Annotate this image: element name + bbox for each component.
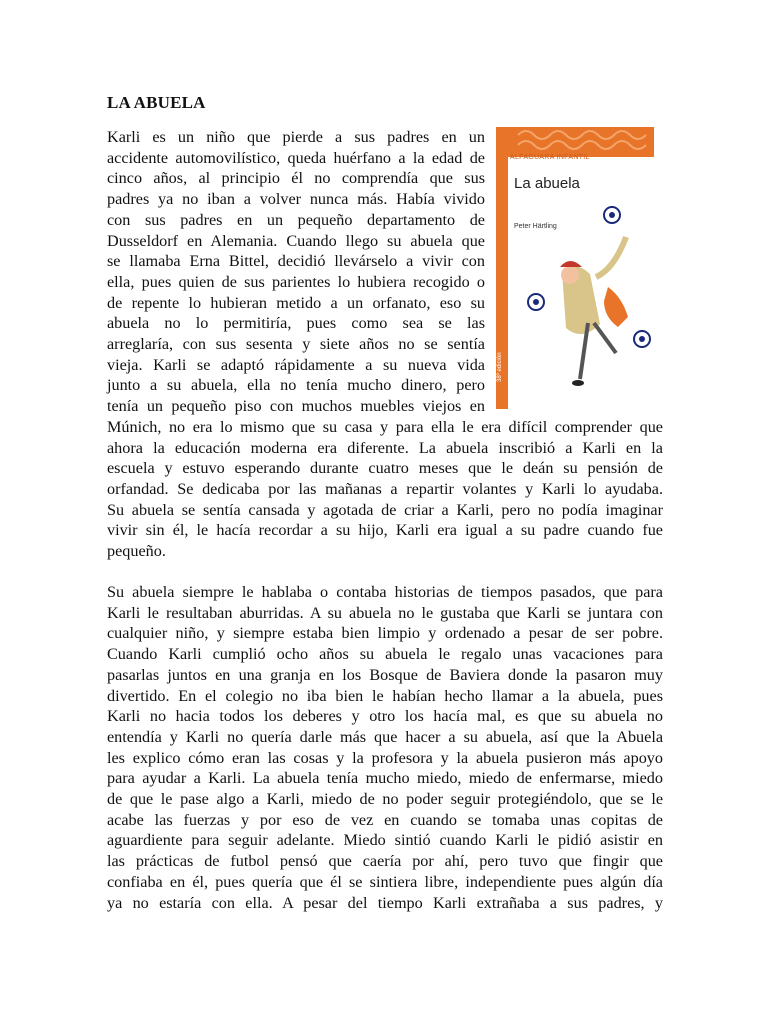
text-line: Karli es un niño que pierde a sus padres en un: [107, 128, 485, 146]
paragraph-second: [107, 582, 663, 913]
text-line: pequeño.: [107, 542, 166, 561]
text-line: cualquier niño, y siempre estaba bien limpio y ordenado a pesar de ser pobre.: [107, 624, 663, 643]
text-line: Dusseldorf en Alemania. Cuando llego su abuela que: [107, 231, 485, 250]
text-line: confiaba en él, pues quería que él se sintiera libre, independiente pues algún día: [107, 872, 663, 891]
text-line: Múnich, no era lo mismo que su casa y para ella le era difícil comprender que: [107, 417, 663, 436]
text-line: orfandad. Se dedicaba por las mañanas a repartir volantes y Karli lo ayudaba.: [107, 479, 663, 498]
text-line: cinco años, al principio él no comprendía que sus: [107, 169, 485, 188]
cover-author: Peter Härtling: [514, 223, 557, 230]
text-line: pasarlas juntos en una granja en los Bosque de Baviera donde la pasaron muy: [107, 665, 663, 684]
cover-title: La abuela: [514, 175, 580, 192]
publisher-label: ALFAGUARA INFANTIL: [510, 154, 590, 161]
book-spine: [496, 127, 508, 409]
text-line: de que le pase algo a Karli, miedo de no poder seguir protegiéndolo, que se le: [107, 790, 663, 809]
text-line: escuela y estuvo esperando durante cuatro meses que le deán su pensión de: [107, 459, 663, 478]
text-line: tenía un pequeño piso con muchos muebles viejos en: [107, 397, 485, 416]
text-line: Su abuela siempre le hablaba o contaba historias de tiempos pasados, que para: [107, 583, 663, 601]
spine-label: 38º edición: [497, 352, 503, 382]
text-line: aguardiente para seguir adelante. Miedo sintió cuando Karli le pidió asistir en: [107, 831, 663, 850]
text-line: ahora la educación moderna era diferente. La abuela inscribió a Karli en la: [107, 438, 663, 457]
text-line: se llamaba Erna Bittel, decidió llevárselo a vivir con: [107, 252, 485, 271]
text-line: ya no estaría con ella. A pesar del tiempo Karli extrañaba a sus padres, y: [107, 893, 663, 912]
text-line: junto a su abuela, ella no tenía mucho dinero, pero: [107, 376, 485, 395]
text-line: les explico cómo eran las cosas y la profesora y la abuela pusieron más apoyo: [107, 748, 663, 767]
text-line: para ayudar a Karli. La abuela tenía mucho miedo, miedo de enfermarse, miedo: [107, 769, 663, 788]
text-line: vivir sin él, le hacía recordar a su hijo, Karli era igual a su padre cuando fue: [107, 521, 663, 540]
text-line: divertido. En el colegio no iba bien le habían hecho llamar a la abuela, pues: [107, 686, 663, 705]
text-line: Su abuela se sentía cansada y agotada de criar a Karli, pero no podía imaginar: [107, 500, 663, 519]
text-line: padres ya no iban a volver nunca más. Había vivido: [107, 190, 485, 209]
text-line: ella, pues quien de sus parientes lo hubiera recogido o: [107, 272, 485, 291]
text-line: con sus padres en un pequeño departamento de: [107, 210, 485, 229]
text-line: Cuando Karli cumplió ocho años su abuela le regalo unas vacaciones para: [107, 645, 663, 664]
text-line: acabe las fuerzas y por eso de vez en cuando se tomaba unas copitas de: [107, 810, 663, 829]
paragraph-intro-wide: [107, 417, 663, 562]
document-title: LA ABUELA: [107, 93, 206, 112]
text-line: Karli no hacia todos los deberes y otro los hacía mal, es que su abuela no: [107, 707, 663, 726]
text-line: entendía y Karli no quería darle más que hacer a su abuela, así que la Abuela: [107, 727, 663, 746]
cover-panel: [508, 127, 654, 409]
text-line: abuela no lo permitiría, pues como sea se las: [107, 314, 485, 333]
text-line: vieja. Karli se adaptó rápidamente a su nueva vida: [107, 355, 485, 374]
text-line: de repente lo hubieran metido a un orfanato, eso su: [107, 293, 485, 312]
text-line: las prácticas de futbol pensó que caería por ahí, pero tuvo que fingir que: [107, 852, 663, 871]
book-cover-image: [496, 127, 654, 409]
text-line: Karli le resultaban aburridas. A su abuela no le gustaba que Karli se juntara con: [107, 603, 663, 622]
paragraph-intro-narrow: [107, 127, 485, 417]
cover-illustration: [508, 127, 654, 409]
text-line: accidente automovilístico, queda huérfano a la edad de: [107, 148, 485, 167]
text-line: arreglaría, con sus sesenta y siete años no se sentía: [107, 335, 485, 354]
